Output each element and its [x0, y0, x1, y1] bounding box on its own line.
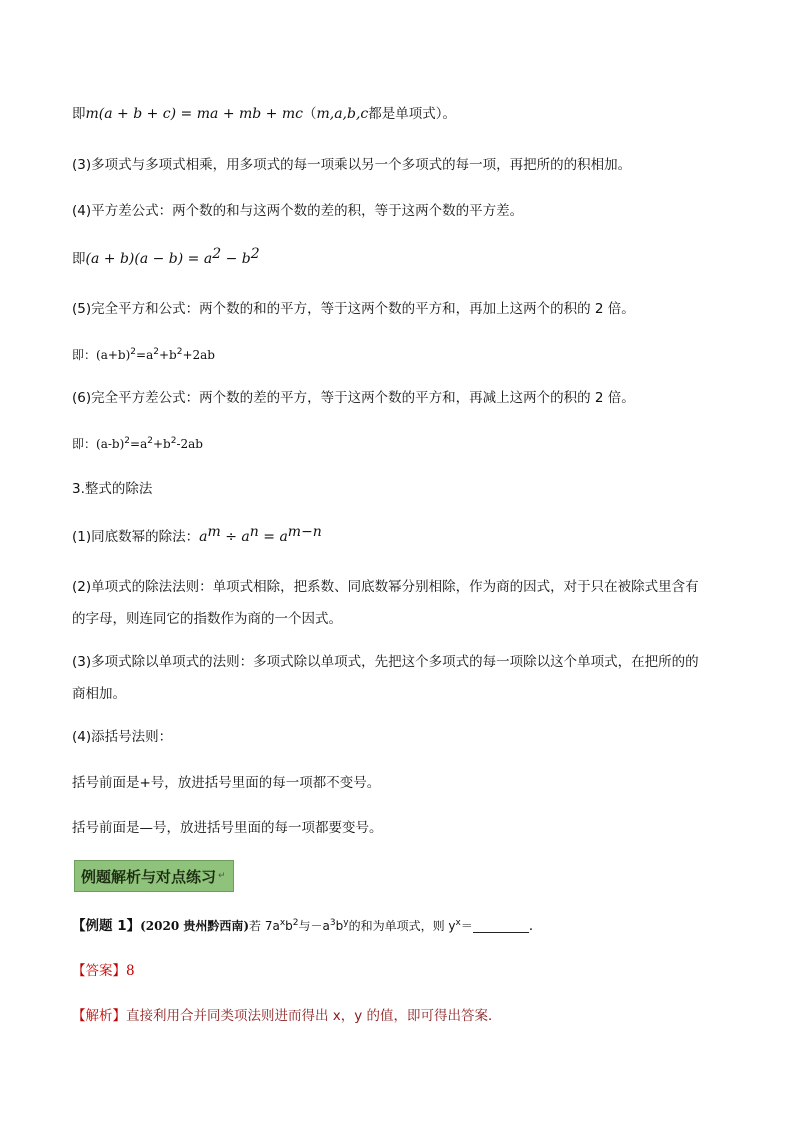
question-part: ＝	[460, 919, 473, 933]
exponent: 2	[250, 246, 260, 262]
exponent: 2	[153, 347, 159, 357]
formula-tail: 都是单项式）。	[368, 106, 457, 122]
square-of-difference-formula	[72, 434, 203, 454]
return-mark-icon: ↵	[218, 871, 226, 881]
exponent: x	[279, 918, 286, 928]
formula-part: a	[279, 529, 288, 545]
formula-vars: m,a,b,c	[316, 106, 369, 122]
exponent: 3	[329, 918, 336, 928]
question-end: ．	[528, 918, 543, 934]
section-3-heading: 3.整式的除法	[72, 481, 153, 497]
rule-4-bracket-rule: (4)添括号法则：	[72, 729, 173, 745]
exponent: 2	[147, 436, 153, 446]
rule-5-square-of-sum: (5)完全平方和公式：两个数的和的平方，等于这两个数的平方和，再加上这两个的积的 2 倍。	[72, 301, 635, 317]
formula-prefix: 即：	[72, 437, 97, 451]
rule-6-square-of-difference: (6)完全平方差公式：两个数的差的平方，等于这两个数的平方和，再减上这两个的积的 2 倍。	[72, 390, 635, 406]
exponent: y	[343, 918, 349, 928]
distributive-formula: m(a + b + c) = ma + mb + mc	[85, 106, 303, 122]
question-part: b	[285, 919, 293, 933]
formula-part: ÷	[220, 529, 242, 545]
answer-line	[72, 961, 135, 981]
exponent: 2	[170, 436, 177, 446]
exponent: 2	[124, 436, 131, 446]
rule-1-power-division	[72, 524, 322, 547]
rule-text: (1)同底数幂的除法：	[72, 529, 200, 545]
analysis-label: 【解析】	[72, 1008, 126, 1024]
formula-part: (a-b)	[96, 437, 125, 451]
question-part: 的和为单项式，则 y	[348, 919, 456, 933]
exponent: x	[455, 918, 461, 928]
rule-3-polynomial-division-line2: 商相加。	[72, 686, 126, 702]
exponent: n	[249, 524, 259, 540]
formula-part: (a+b)	[96, 348, 131, 362]
formula-part: =a	[130, 437, 148, 451]
formula-part: +b	[152, 437, 171, 451]
exponent: 2	[292, 918, 299, 928]
formula-prefix: 即：	[72, 348, 97, 362]
rule-4-difference-of-squares: (4)平方差公式：两个数的和与这两个数的差的积，等于这两个数的平方差。	[72, 203, 524, 219]
example-label: 【例题 1】	[72, 918, 141, 934]
section-tag-label: 例题解析与对点练习	[81, 867, 217, 886]
bracket-plus-rule: 括号前面是+号，放进括号里面的每一项都不变号。	[72, 775, 381, 791]
formula-prefix: 即	[72, 251, 86, 267]
formula-part: +b	[158, 348, 177, 362]
formula-part: -2ab	[176, 437, 203, 451]
exponent: 2	[212, 246, 222, 262]
example-1-question	[72, 916, 542, 936]
square-of-sum-formula	[72, 345, 215, 365]
section-tag-examples	[74, 860, 234, 892]
answer-value: 8	[126, 963, 135, 979]
formula-prefix: 即	[72, 106, 86, 122]
formula-lhs: (a + b)(a − b) = a	[85, 251, 213, 267]
formula-part: a	[241, 529, 250, 545]
formula-part: +2ab	[182, 348, 215, 362]
question-part: 与－a	[298, 919, 330, 933]
formula-part: =	[258, 529, 280, 545]
rule-3-polynomial-division-line1: (3)多项式除以单项式的法则：多项式除以单项式，先把这个多项式的每一项除以这个单项式，在把所的的	[72, 654, 699, 670]
example-source: (2020 贵州黔西南)	[140, 919, 250, 933]
formula-mid: − b	[221, 251, 251, 267]
answer-label: 【答案】	[72, 963, 126, 979]
analysis-line	[72, 1006, 502, 1026]
formula-part: a	[199, 529, 208, 545]
exponent: m−n	[287, 524, 322, 540]
rule-3-polynomial-multiplication: (3)多项式与多项式相乘，用多项式的每一项乘以另一个多项式的每一项，再把所的的积相加。	[72, 157, 632, 173]
difference-of-squares-formula	[72, 246, 260, 269]
question-part: b	[335, 919, 344, 933]
exponent: 2	[130, 347, 137, 357]
exponent: m	[207, 524, 221, 540]
answer-blank	[473, 918, 529, 933]
analysis-text: 直接利用合并同类项法则进而得出 x，y 的值，即可得出答案．	[126, 1008, 502, 1024]
question-part: 若 7a	[249, 919, 280, 933]
bracket-minus-rule: 括号前面是—号，放进括号里面的每一项都要变号。	[72, 820, 383, 836]
formula-paren: （	[302, 106, 317, 122]
formula-part: =a	[136, 348, 154, 362]
exponent: 2	[176, 347, 183, 357]
distributive-formula-line	[72, 104, 456, 124]
rule-2-monomial-division-line2: 的字母，则连同它的指数作为商的一个因式。	[72, 611, 342, 627]
rule-2-monomial-division-line1: (2)单项式的除法法则：单项式相除，把系数、同底数幂分别相除，作为商的因式，对于只在被除式里含有	[72, 579, 699, 595]
